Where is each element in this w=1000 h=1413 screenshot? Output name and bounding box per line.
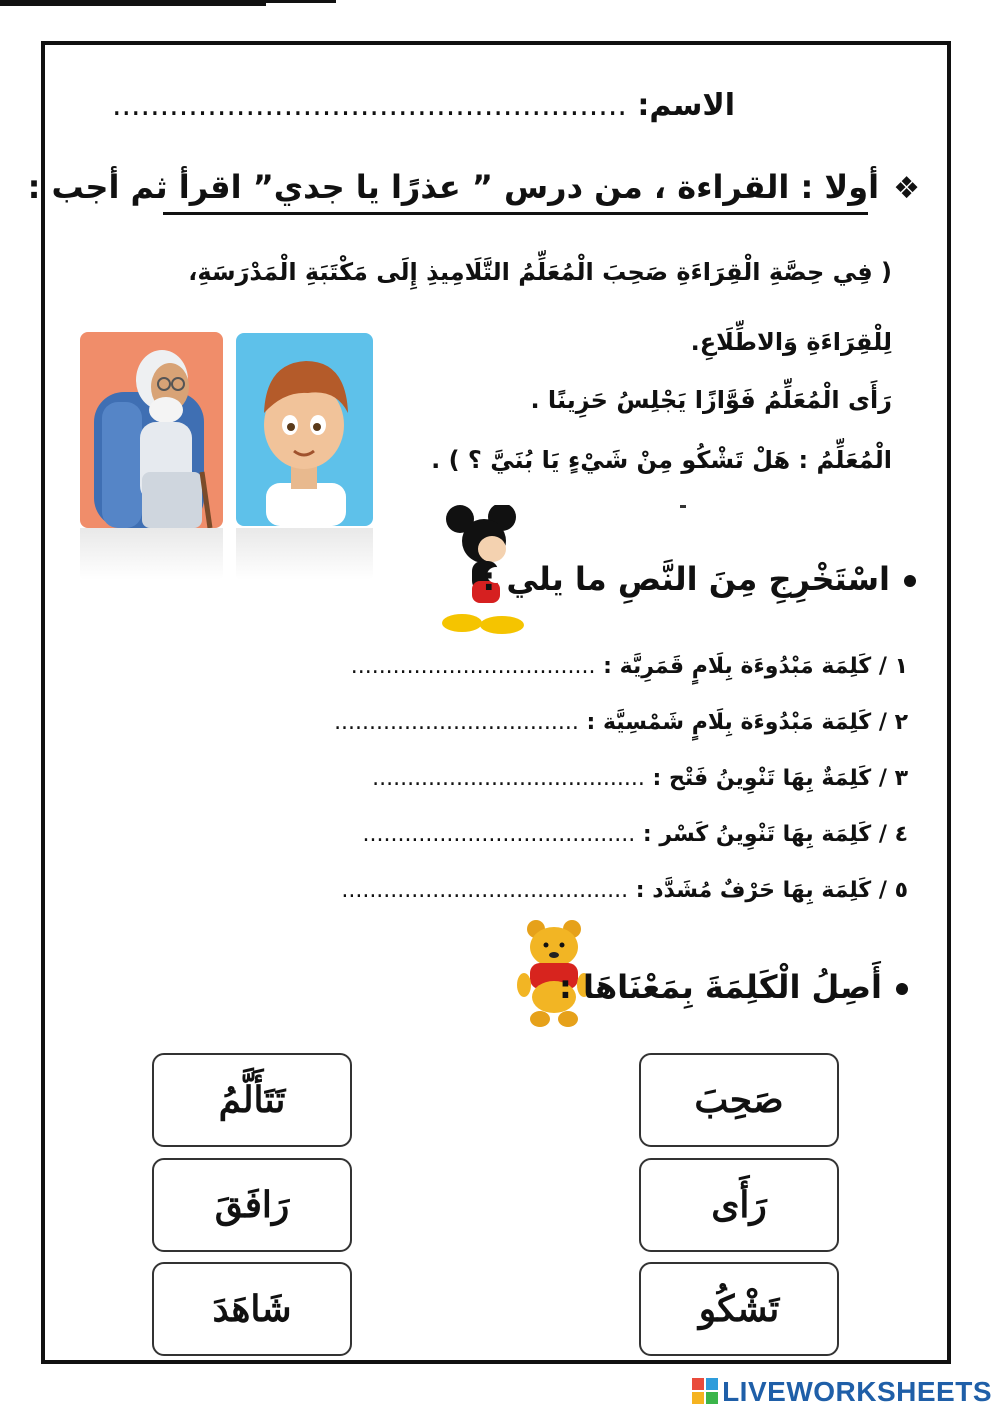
extract-item: ١ / كَلِمَة مَبْدُوءَة بِلَامٍ قَمَرِيَّة : ................................... xyxy=(350,654,908,679)
name-input[interactable]: ...................................................... xyxy=(111,88,627,123)
answer-field[interactable]: ......................................... xyxy=(341,878,629,903)
liveworksheets-mark-icon xyxy=(692,1378,718,1404)
section-title-underline xyxy=(163,212,868,215)
answer-field[interactable]: ................................... xyxy=(350,654,596,679)
extract-item: ٣ / كَلِمَةٌ بِهَا تَنْوِينُ فَتْح : ....................................... xyxy=(372,766,908,791)
answer-field[interactable]: ................................... xyxy=(334,710,579,735)
extract-section-title: اسْتَخْرِجِ مِنَ النَّصِ ما يلي : xyxy=(482,560,916,598)
word-box[interactable]: صَحِبَ xyxy=(639,1053,839,1147)
word-box[interactable]: رَأَى xyxy=(639,1158,839,1252)
liveworksheets-logo xyxy=(692,1376,992,1408)
bullet-icon xyxy=(904,575,916,587)
match-title-underline xyxy=(0,3,266,6)
section-title-text: أولا : القراءة ، من درس ” عذرًا يا جدي” اقرأ ثم أجب : xyxy=(27,168,880,206)
extract-item: ٤ / كَلِمَة بِهَا تَنْوِينُ كَسْر : ....................................... xyxy=(362,822,908,847)
passage-line-4: الْمُعَلِّمُ : هَلْ تَشْكُو مِنْ شَيْءٍ يَا بُنَيَّ ؟ ) . xyxy=(431,446,892,474)
name-label: الاسم: xyxy=(637,88,735,123)
bullet-icon xyxy=(896,983,908,995)
diamond-bullet-icon: ❖ xyxy=(893,171,920,206)
grandfather-reflection xyxy=(80,528,223,580)
answer-field[interactable]: ....................................... xyxy=(362,822,636,847)
word-box[interactable]: تَشْكُو xyxy=(639,1262,839,1356)
extract-item: ٥ / كَلِمَة بِهَا حَرْفٌ مُشَدَّد : ......................................... xyxy=(341,878,908,903)
extract-item: ٢ / كَلِمَة مَبْدُوءَة بِلَامٍ شَمْسِيَّة : ................................... xyxy=(334,710,908,735)
name-line xyxy=(112,88,735,123)
section-title xyxy=(28,168,920,206)
boy-illustration xyxy=(236,333,373,526)
meaning-box[interactable]: شَاهَدَ xyxy=(152,1262,352,1356)
match-section-title: أَصِلُ الْكَلِمَةَ بِمَعْنَاهَا : xyxy=(559,968,908,1006)
brand-text: LIVEWORKSHEETS xyxy=(722,1376,992,1407)
meaning-box[interactable]: تَتَأَلَّمُ xyxy=(152,1053,352,1147)
boy-reflection xyxy=(236,528,373,580)
passage-line-3: رَأَى الْمُعَلِّمُ فَوَّازًا يَجْلِسُ حَزِينًا . xyxy=(530,386,892,414)
passage-line-2: لِلْقِرَاءَةِ وَالاطِّلَاعِ. xyxy=(690,328,892,356)
grandfather-illustration xyxy=(80,332,223,528)
passage-line-1: ( فِي حِصَّةِ الْقِرَاءَةِ صَحِبَ الْمُعَلِّمُ التَّلَامِيذِ إِلَى مَكْتَبَةِ الْمَدْرَسَةِ، xyxy=(188,258,892,286)
divider-mark xyxy=(680,505,686,508)
answer-field[interactable]: ....................................... xyxy=(372,766,645,791)
meaning-box[interactable]: رَافَقَ xyxy=(152,1158,352,1252)
